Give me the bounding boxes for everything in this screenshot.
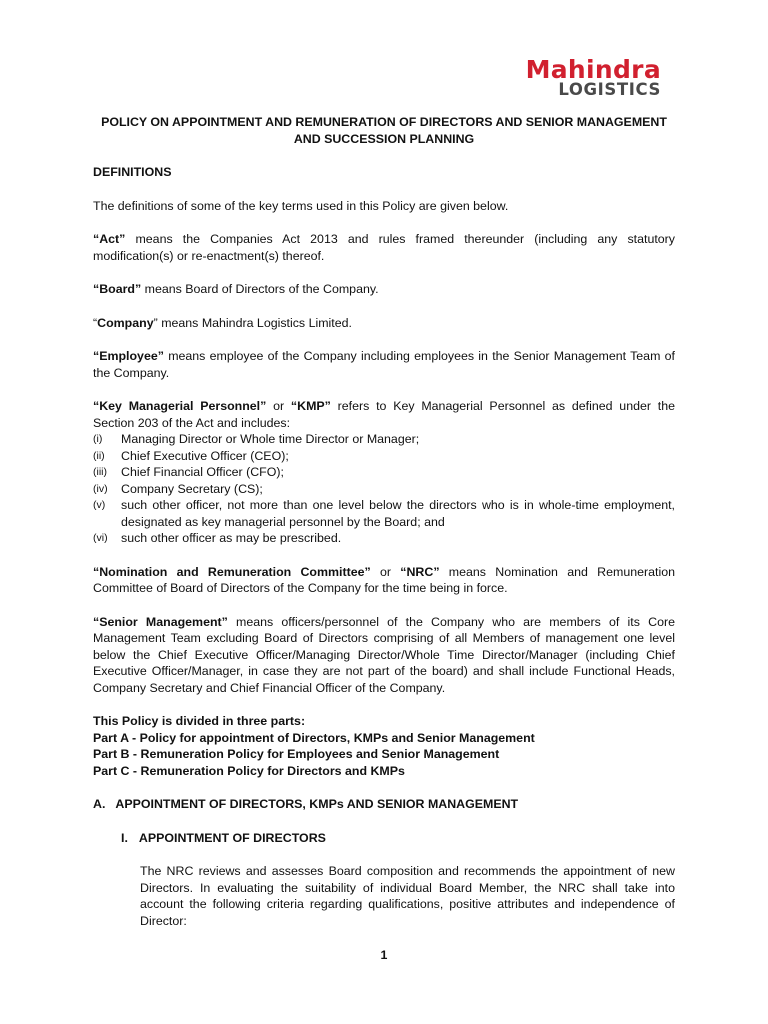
definition-nrc <box>93 564 675 597</box>
section-i-label: I. <box>121 830 128 845</box>
document-title: POLICY ON APPOINTMENT AND REMUNERATION OF DIRECTORS AND SENIOR MANAGEMENT AND SUCCESSION PLANNING <box>101 115 667 146</box>
logo-sub-text: LOGISTICS <box>558 80 661 99</box>
list-item-text: Chief Executive Officer (CEO); <box>121 448 289 463</box>
list-item-text: Managing Director or Whole time Director or Manager; <box>121 432 420 446</box>
term-nrc: “Nomination and Remuneration Committee” <box>93 564 371 579</box>
definition-kmp-or: or <box>266 399 291 413</box>
list-item-number: (iii) <box>93 466 107 478</box>
list-item <box>93 448 675 465</box>
section-i-title: APPOINTMENT OF DIRECTORS <box>138 830 326 845</box>
definition-board <box>93 281 675 298</box>
definition-act-text: means the Companies Act 2013 and rules framed thereunder (including any statutory modification(s) or re-enactment(s) thereof. <box>93 232 675 263</box>
policy-parts-heading: This Policy is divided in three parts: <box>93 714 306 728</box>
definition-board-text: means Board of Directors of the Company. <box>141 282 379 296</box>
section-a-heading <box>93 796 675 813</box>
term-kmp-short: “KMP” <box>290 399 331 413</box>
list-item-number: (v) <box>93 499 106 511</box>
list-item-number: (vi) <box>93 532 108 544</box>
list-item <box>93 464 675 481</box>
definition-kmp <box>93 398 675 431</box>
term-act: “Act” <box>93 232 126 246</box>
term-senior-management: “Senior Management” <box>93 614 228 629</box>
policy-part-b: Part B - Remuneration Policy for Employees and Senior Management <box>93 747 500 761</box>
list-item-text: such other officer as may be prescribed. <box>121 531 342 545</box>
document-body <box>93 114 675 929</box>
list-item <box>93 497 675 530</box>
definition-nrc-text: means Nomination and Remuneration Committee of Board of Directors of the Company for the time being in force. <box>93 564 675 595</box>
page-number: 1 <box>380 948 388 962</box>
term-nrc-short: “NRC” <box>400 564 440 579</box>
definition-senior-management-text: means officers/personnel of the Company who are members of its Core Management Team excluding Board of Directors comprising of all Members of management one level below the Chief Executive Officer/Managing Director/Whole Time Director/Manager (including Chief Executive Officer/Manager, in case they are not part of the board) and shall include Functional Heads, Company Secretary and Chief Financial Officer of the Company. <box>93 614 675 695</box>
definitions-intro: The definitions of some of the key terms used in this Policy are given below. <box>93 198 509 213</box>
policy-parts <box>93 713 675 779</box>
section-a-label: A. <box>93 797 106 811</box>
term-kmp: “Key Managerial Personnel” <box>93 399 267 413</box>
list-item-text: Company Secretary (CS); <box>121 481 263 496</box>
definition-employee <box>93 348 675 381</box>
definitions-heading: DEFINITIONS <box>93 165 172 179</box>
policy-part-c: Part C - Remuneration Policy for Directors and KMPs <box>93 763 405 778</box>
logo-main-text: Mahindra <box>525 55 661 84</box>
mahindra-logistics-logo <box>526 57 661 99</box>
policy-part-a: Part A - Policy for appointment of Directors, KMPs and Senior Management <box>93 730 535 745</box>
section-i-heading <box>121 830 675 847</box>
definition-employee-text: means employee of the Company including employees in the Senior Management Team of the Company. <box>93 349 675 380</box>
section-a-title: APPOINTMENT OF DIRECTORS, KMPs AND SENIOR MANAGEMENT <box>115 797 519 811</box>
term-employee: “Employee” <box>93 349 164 363</box>
term-company: Company <box>97 315 154 330</box>
list-item-number: (iv) <box>93 482 108 495</box>
list-item-number: (i) <box>93 433 103 445</box>
list-item-text: such other officer, not more than one level below the directors who is in whole-time employment, designated as key managerial personnel by the Board; and <box>121 498 675 529</box>
definition-company-text: means Mahindra Logistics Limited. <box>157 315 352 330</box>
definition-senior-management <box>93 614 675 697</box>
list-item <box>93 481 675 498</box>
section-i-paragraph: The NRC reviews and assesses Board composition and recommends the appointment of new Directors. In evaluating the suitability of individual Board Member, the NRC shall take into account the following criteria regarding qualifications, positive attributes and independence of Director: <box>140 864 675 928</box>
kmp-list <box>93 431 675 547</box>
list-item-number: (ii) <box>93 449 105 462</box>
definition-company: “Company” means Mahindra Logistics Limited. <box>93 315 352 330</box>
definition-kmp-text: refers to Key Managerial Personnel as defined under the Section 203 of the Act and includes: <box>93 399 675 430</box>
list-item-text: Chief Financial Officer (CFO); <box>121 465 284 479</box>
definition-nrc-or: or <box>370 564 401 579</box>
definition-act <box>93 231 675 264</box>
term-board: “Board” <box>93 282 142 296</box>
list-item <box>93 530 675 547</box>
list-item <box>93 431 675 448</box>
